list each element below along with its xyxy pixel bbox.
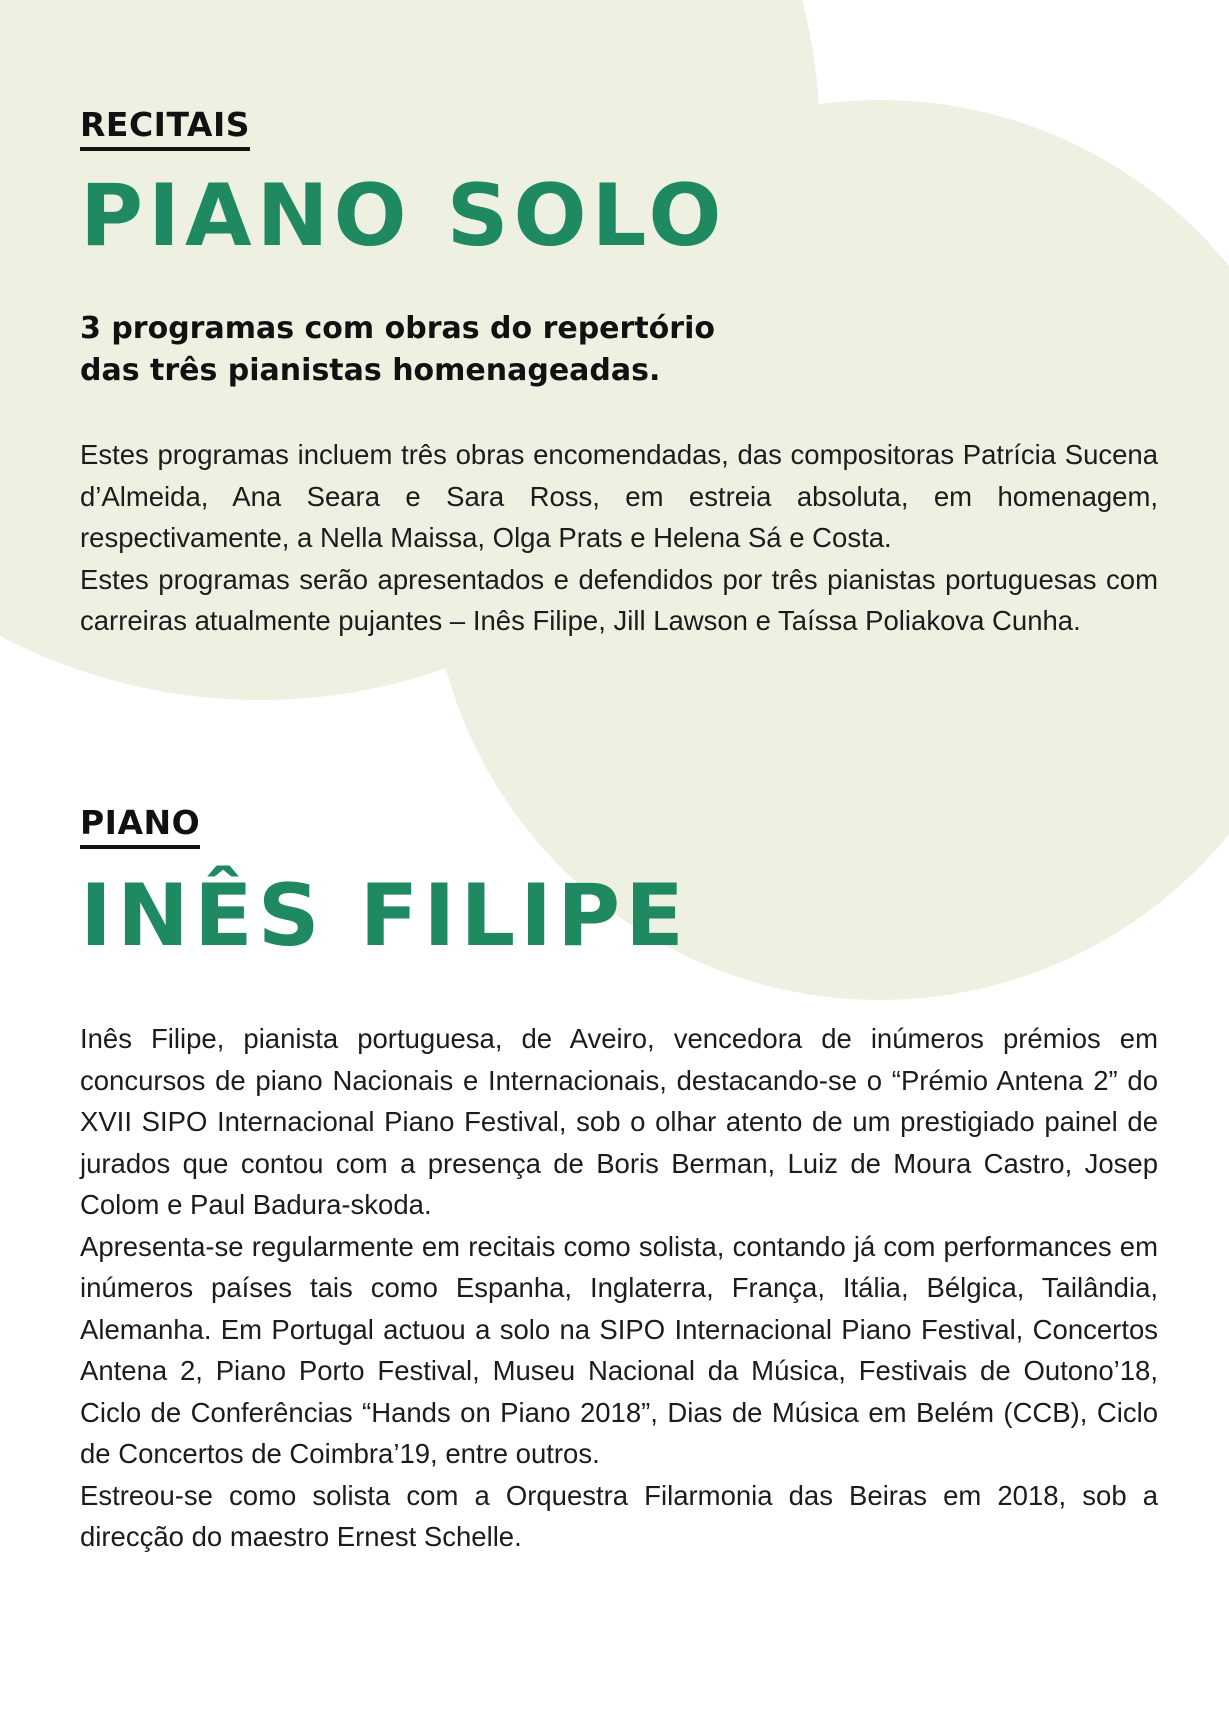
- section-label-piano: PIANO: [80, 806, 200, 849]
- paragraph: Estes programas incluem três obras encomendadas, das compositoras Patrícia Sucena d’Almeida, Ana Seara e Sara Ross, em estreia absoluta, em homenagem, respectivamente, a Nella Maissa, Olga Prats e Helena Sá e Costa.: [80, 439, 1158, 553]
- section-title-piano-solo: PIANO SOLO: [80, 166, 727, 266]
- subtitle-line-1: 3 programas com obras do repertório: [80, 311, 715, 346]
- section-title-ines-filipe: INÊS FILIPE: [80, 866, 689, 966]
- paragraph: Inês Filipe, pianista portuguesa, de Aveiro, vencedora de inúmeros prémios em concursos de piano Nacionais e Internacionais, destacando-se o “Prémio Antena 2” do XVII SIPO Internacional Piano Festival, sob o olhar atento de um prestigiado painel de jurados que contou com a presença de Boris Berman, Luiz de Moura Castro, Josep Colom e Paul Badura-skoda.: [80, 1023, 1158, 1220]
- section-body-biography: [80, 1018, 1158, 1558]
- section-label-recitais: RECITAIS: [80, 108, 250, 151]
- paragraph: Apresenta-se regularmente em recitais como solista, contando já com performances em inúmeros países tais como Espanha, Inglaterra, França, Itália, Bélgica, Tailândia, Alemanha. Em Portugal actuou a solo na SIPO Internacional Piano Festival, Concertos Antena 2, Piano Porto Festival, Museu Nacional da Música, Festivais de Outono’18, Ciclo de Conferências “Hands on Piano 2018”, Dias de Música em Belém (CCB), Ciclo de Concertos de Coimbra’19, entre outros.: [80, 1230, 1158, 1469]
- paragraph: Estes programas serão apresentados e defendidos por três pianistas portuguesas com carreiras atualmente pujantes – Inês Filipe, Jill Lawson e Taíssa Poliakova Cunha.: [80, 563, 1158, 636]
- paragraph: Estreou-se como solista com a Orquestra Filarmonia das Beiras em 2018, sob a direcção do maestro Ernest Schelle.: [80, 1479, 1158, 1552]
- section-body-recitais: [80, 434, 1158, 642]
- section-subtitle: [80, 308, 1158, 392]
- subtitle-line-2: das três pianistas homenageadas.: [80, 353, 661, 388]
